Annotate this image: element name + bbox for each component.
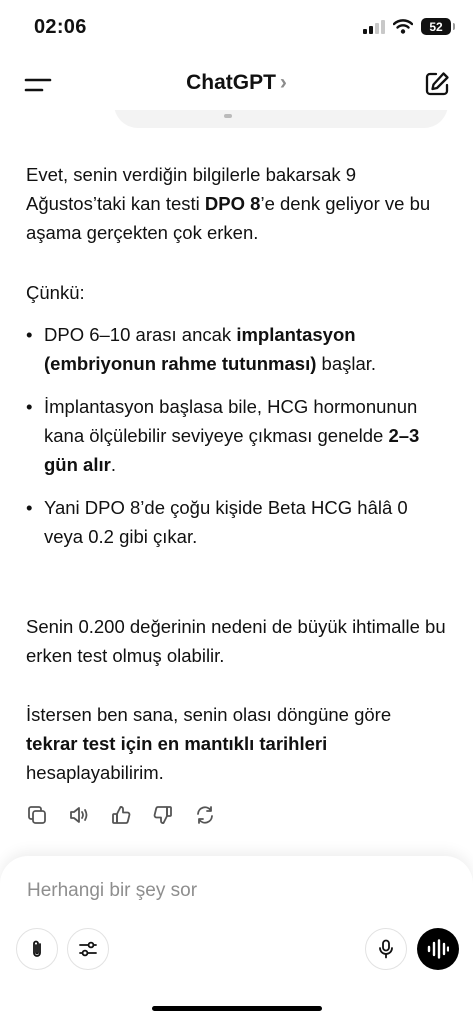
tools-button[interactable]	[67, 928, 109, 970]
header	[0, 58, 473, 110]
voice-mode-button[interactable]	[417, 928, 459, 970]
prompt-input[interactable]	[27, 880, 407, 902]
message-actions	[26, 804, 216, 826]
bullet-list	[26, 320, 446, 565]
attach-button[interactable]	[16, 928, 58, 970]
paperclip-icon	[28, 939, 46, 959]
model-selector[interactable]	[0, 71, 473, 95]
message-paragraph: İstersen ben sana, senin olası döngüne göre tekrar test için en mantıklı tarihleri hesaplayabilirim.	[26, 704, 392, 783]
battery-icon	[421, 18, 451, 35]
home-indicator	[152, 1006, 322, 1011]
composer	[0, 856, 473, 1024]
status-time: 02:06	[34, 16, 87, 38]
chevron-right-icon: ›	[279, 71, 287, 94]
message-paragraph: Çünkü:	[26, 282, 85, 303]
list-item: • DPO 6–10 arası ancak implantasyon (embriyonun rahme tutunması) başlar.	[26, 320, 446, 378]
new-chat-icon[interactable]	[423, 70, 451, 98]
thumbs-down-icon[interactable]	[152, 804, 174, 826]
waveform-icon	[427, 939, 449, 959]
speaker-icon[interactable]	[68, 804, 90, 826]
dictation-button[interactable]	[365, 928, 407, 970]
copy-icon[interactable]	[26, 804, 48, 826]
message-paragraph: Senin 0.200 değerinin nedeni de büyük ihtimalle bu erken test olmuş olabilir.	[26, 616, 446, 666]
sliders-icon	[78, 940, 98, 958]
status-icons	[363, 18, 451, 35]
list-item: • Yani DPO 8’de çoğu kişide Beta HCG hâlâ 0 veya 0.2 gibi çıkar.	[26, 493, 446, 551]
page-title: ChatGPT	[186, 71, 276, 94]
message-paragraph: Evet, senin verdiğin bilgilerle bakarsak 9 Ağustos’taki kan testi DPO 8’e denk geliyor ve bu aşama gerçekten çok erken.	[26, 164, 431, 243]
list-item: • İmplantasyon başlasa bile, HCG hormonunun kana ölçülebilir seviyeye çıkması genelde 2–3 gün alır.	[26, 392, 446, 479]
thumbs-up-icon[interactable]	[110, 804, 132, 826]
battery-level: 52	[429, 19, 443, 34]
regenerate-icon[interactable]	[194, 804, 216, 826]
microphone-icon	[378, 939, 394, 959]
wifi-icon	[393, 19, 413, 34]
status-bar	[0, 0, 473, 58]
signal-icon	[363, 20, 385, 34]
